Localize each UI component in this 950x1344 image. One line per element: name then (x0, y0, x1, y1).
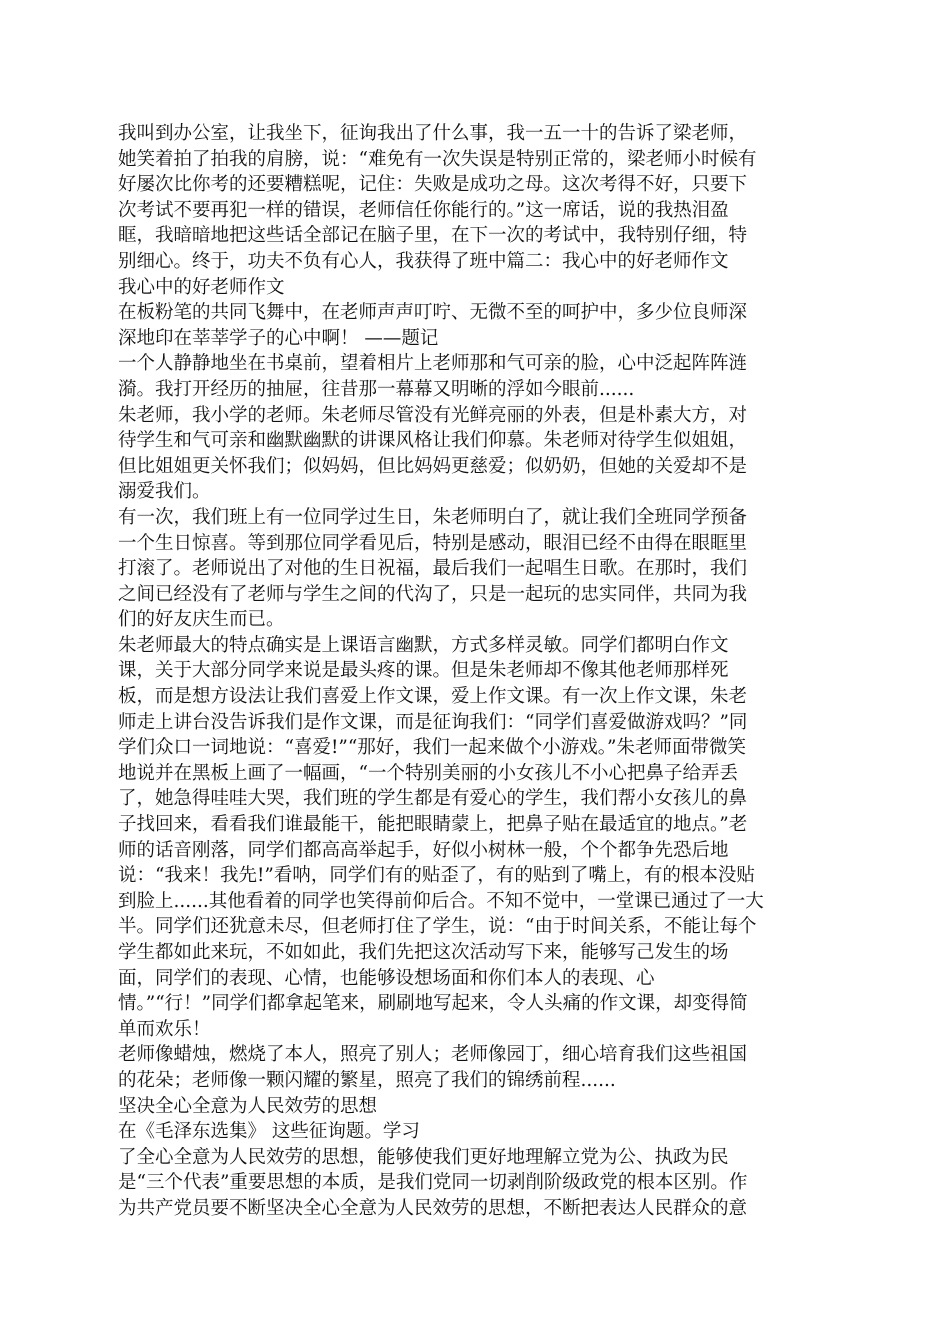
text-line: 溺爱我们。 (118, 481, 211, 503)
text-line: 在《毛泽东选集》 这些征询题。学习 (118, 1121, 420, 1143)
text-line: 打滚了。老师说出了对他的生日祝福，最后我们一起唱生日歌。在那时，我们 (118, 558, 748, 580)
text-line: 到脸上......其他看着的同学也笑得前仰后合。不知不觉中，一堂课已通过了一大 (118, 890, 764, 912)
text-line: 老师像蜡烛，燃烧了本人，照亮了别人；老师像园丁，细心培育我们这些祖国 (118, 1044, 748, 1066)
text-line: 有一次，我们班上有一位同学过生日，朱老师明白了，就让我们全班同学预备 (118, 506, 748, 528)
text-line: 师走上讲台没告诉我们是作文课，而是征询我们：“同学们喜爱做游戏吗？”同 (118, 711, 748, 733)
text-line: 待学生和气可亲和幽默幽默的讲课风格让我们仰慕。朱老师对待学生似姐姐， (118, 430, 748, 452)
text-line: 但比姐姐更关怀我们；似妈妈，但比妈妈更慈爱；似奶奶，但她的关爱却不是 (118, 455, 748, 477)
text-line: 朱老师最大的特点确实是上课语言幽默，方式多样灵敏。同学们都明白作文 (118, 634, 729, 656)
text-line: 在板粉笔的共同飞舞中，在老师声声叮咛、无微不至的呵护中，多少位良师深 (118, 302, 748, 324)
text-line: 半。同学们还犹意未尽，但老师打住了学生，说：“由于时间关系，不能让每个 (118, 916, 757, 938)
text-line: 我叫到办公室，让我坐下，征询我出了什么事，我一五一十的告诉了梁老师， (118, 123, 748, 144)
text-line: 的花朵；老师像一颗闪耀的繁星，照亮了我们的锦绣前程...... (118, 1069, 616, 1091)
text-line: 次考试不要再犯一样的错误，老师信任你能行的。”这一席话，说的我热泪盈 (118, 199, 729, 221)
text-line: 是“三个代表”重要思想的本质，是我们党同一切剥削阶级政党的根本区别。作 (118, 1172, 748, 1194)
text-line: 学生都如此来玩，不如如此，我们先把这次活动写下来，能够写己发生的场 (118, 942, 729, 963)
section-heading: 坚决全心全意为人民效劳的思想 (118, 1095, 378, 1117)
text-line: 学们众口一词地说：“喜爱!”“那好，我们一起来做个小游戏。”朱老师面带微笑 (118, 737, 747, 759)
text-line: 为共产党员要不断坚决全心全意为人民效劳的思想，不断把表达人民群众的意 (118, 1197, 748, 1219)
text-line: 板，而是想方设法让我们喜爱上作文课，爱上作文课。有一次上作文课，朱老 (118, 686, 748, 708)
text-line: 深地印在莘莘学子的心中啊！ ——题记 (118, 327, 439, 349)
text-line: 朱老师，我小学的老师。朱老师尽管没有光鲜亮丽的外表，但是朴素大方，对 (118, 404, 748, 426)
text-line: 了全心全意为人民效劳的思想，能够使我们更好地理解立党为公、执政为民 (118, 1146, 729, 1168)
document-body (118, 121, 818, 1222)
text-line: 一个人静静地坐在书桌前，望着相片上老师那和气可亲的脸，心中泛起阵阵涟 (118, 353, 748, 375)
text-line: 师的话音刚落，同学们都高高举起手，好似小树林一般，个个都争先恐后地 (118, 839, 729, 861)
text-line: 单而欢乐！ (118, 1018, 211, 1040)
text-line: 子找回来，看看我们谁最能干，能把眼睛蒙上，把鼻子贴在最适宜的地点。”老 (118, 814, 748, 836)
text-line: 了，她急得哇哇大哭，我们班的学生都是有爱心的学生，我们帮小女孩儿的鼻 (118, 788, 748, 810)
text-line: 课，关于大部分同学来说是最头疼的课。但是朱老师却不像其他老师那样死 (118, 660, 729, 682)
text-line: 好屡次比你考的还要糟糕呢，记住：失败是成功之母。这次考得不好，只要下 (118, 174, 748, 196)
text-line: 她笑着拍了拍我的肩膀，说：“难免有一次失误是特别正常的，梁老师小时候有 (118, 148, 757, 170)
text-line: 说：“我来！我先!”看呐，同学们有的贴歪了，有的贴到了嘴上，有的根本没贴 (118, 865, 755, 887)
text-line: 漪。我打开经历的抽屉，往昔那一幕幕又明晰的浮如今眼前...... (118, 378, 635, 400)
text-line: 地说并在黑板上画了一幅画，“一个特别美丽的小女孩儿不小心把鼻子给弄丢 (118, 762, 738, 784)
text-line: 们的好友庆生而已。 (118, 609, 285, 631)
text-line: 一个生日惊喜。等到那位同学看见后，特别是感动，眼泪已经不由得在眼眶里 (118, 532, 748, 554)
text-line: 之间已经没有了老师与学生之间的代沟了，只是一起玩的忠实同伴，共同为我 (118, 583, 748, 605)
text-line: 情。”“行！”同学们都拿起笔来，刷刷地写起来，令人头痛的作文课，却变得简 (118, 993, 748, 1015)
section-heading: 我心中的好老师作文 (118, 276, 285, 298)
text-line: 别细心。终于，功夫不负有心人，我获得了班中篇二：我心中的好老师作文 (118, 250, 729, 272)
text-line: 面，同学们的表现、心情，也能够设想场面和你们本人的表现、心 (118, 967, 655, 989)
text-line: 眶，我暗暗地把这些话全部记在脑子里，在下一次的考试中，我特别仔细，特 (118, 225, 748, 247)
